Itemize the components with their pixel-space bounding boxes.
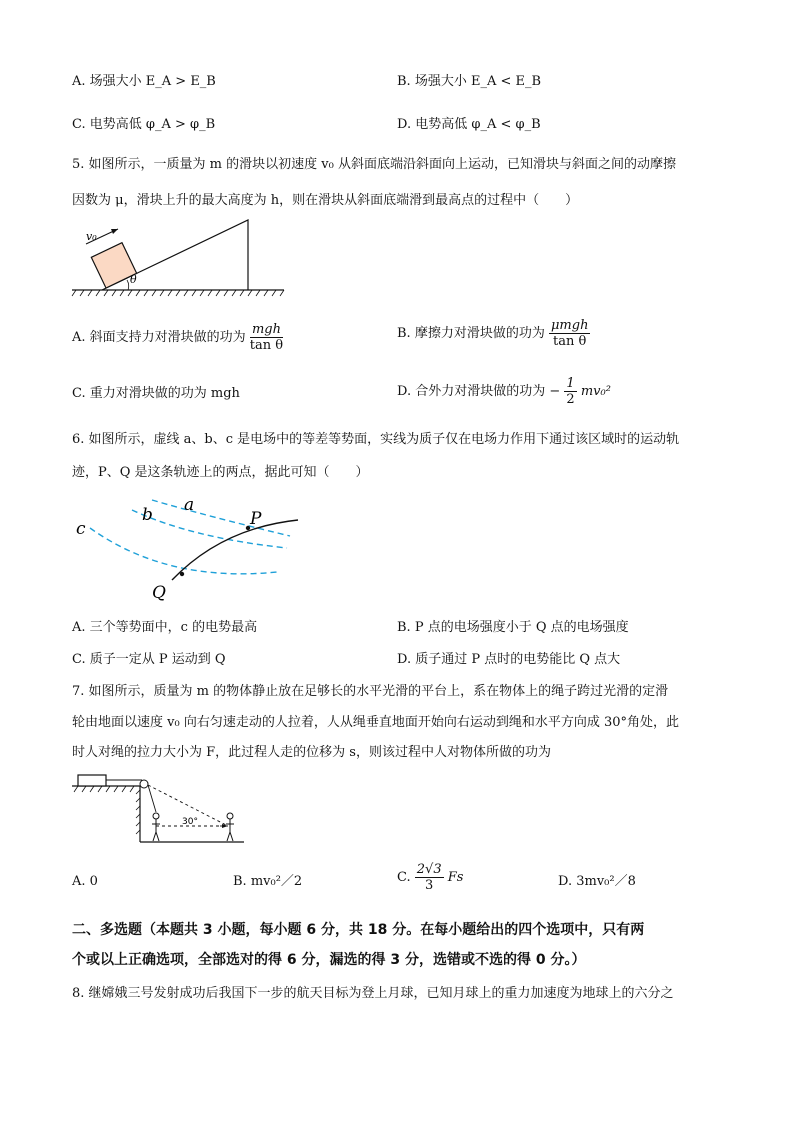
q7-option-c bbox=[397, 862, 463, 893]
label-a: a bbox=[184, 495, 195, 515]
section2-heading-line1: 二、多选题（本题共 3 小题，每小题 6 分，共 18 分。在每小题给出的四个选项中，只有两 bbox=[72, 922, 645, 938]
fraction-numerator: 2√3 bbox=[416, 862, 442, 877]
person-right bbox=[226, 813, 234, 841]
q6-stem-line2: 迹，P、Q 是这条轨迹上的两点，据此可知（ ） bbox=[72, 465, 369, 480]
person-left bbox=[152, 813, 160, 841]
equipotential-a bbox=[152, 500, 290, 536]
q7-stem-line1: 7. 如图所示，质量为 m 的物体静止放在足够长的水平光滑的平台上，系在物体上的绳子跨过光滑的定滑 bbox=[72, 684, 669, 699]
q5-option-b bbox=[397, 318, 590, 349]
q5-incline-figure bbox=[72, 218, 292, 300]
label-q: Q bbox=[152, 583, 166, 603]
label-p: P bbox=[250, 509, 262, 529]
q4-option-c: C. 电势高低 φ_A > φ_B bbox=[72, 117, 216, 132]
q5-option-d-suffix: mv₀² bbox=[580, 384, 611, 399]
fraction-numerator: μmgh bbox=[550, 318, 589, 333]
q4-option-a: A. 场强大小 E_A > E_B bbox=[72, 74, 216, 89]
fraction-denominator: tan θ bbox=[553, 334, 587, 349]
q7-option-d: D. 3mv₀²／8 bbox=[558, 874, 636, 889]
q7-option-b: B. mv₀²／2 bbox=[233, 874, 303, 889]
q4-option-d: D. 电势高低 φ_A < φ_B bbox=[397, 117, 541, 132]
q5-option-b-fraction bbox=[549, 318, 590, 349]
q5-option-a-text: A. 斜面支持力对滑块做的功为 bbox=[72, 330, 246, 345]
q6-option-a: A. 三个等势面中，c 的电势最高 bbox=[72, 620, 258, 635]
q5-stem-line2: 因数为 μ，滑块上升的最大高度为 h，则在滑块从斜面底端滑到最高点的过程中（ ） bbox=[72, 193, 579, 208]
q5-fig-theta-label: θ bbox=[130, 273, 137, 286]
pulley bbox=[140, 780, 148, 788]
q6-option-c: C. 质子一定从 P 运动到 Q bbox=[72, 652, 226, 667]
label-b: b bbox=[142, 505, 153, 525]
q6-option-b: B. P 点的电场强度小于 Q 点的电场强度 bbox=[397, 620, 629, 635]
q7-option-a: A. 0 bbox=[72, 874, 98, 889]
q5-fig-v0-label: v₀ bbox=[86, 230, 97, 243]
q7-option-c-text: C. bbox=[397, 870, 411, 885]
q5-option-d-text: D. 合外力对滑块做的功为 − bbox=[397, 384, 561, 399]
point-q bbox=[180, 572, 184, 576]
equipotential-c bbox=[90, 528, 277, 574]
q7-option-c-fraction bbox=[415, 862, 444, 893]
q7-pulley-figure bbox=[72, 770, 252, 846]
q5-option-d bbox=[397, 376, 611, 407]
q5-option-a bbox=[72, 322, 283, 353]
fraction-denominator: 2 bbox=[566, 392, 575, 407]
fraction-denominator: tan θ bbox=[249, 338, 284, 353]
label-c: c bbox=[76, 519, 86, 539]
section2-heading-line2: 个或以上正确选项，全部选对的得 6 分，漏选的得 3 分，选错或不选的得 0 分。） bbox=[72, 952, 586, 968]
q8-stem-line1: 8. 继嫦娥三号发射成功后我国下一步的航天目标为登上月球，已知月球上的重力加速度为地球上的六分之 bbox=[72, 986, 674, 1001]
trajectory-line bbox=[172, 520, 298, 580]
fraction-denominator: 3 bbox=[425, 878, 434, 893]
q4-option-b: B. 场强大小 E_A < E_B bbox=[397, 74, 542, 89]
q5-option-b-text: B. 摩擦力对滑块做的功为 bbox=[397, 326, 545, 341]
q6-stem-line1: 6. 如图所示，虚线 a、b、c 是电场中的等差等势面，实线为质子仅在电场力作用下通过该区域时的运动轨 bbox=[72, 432, 680, 447]
q7-stem-line2: 轮由地面以速度 v₀ 向右匀速走动的人拉着，人从绳垂直地面开始向右运动到绳和水平方向成 30°角处，此 bbox=[72, 715, 679, 730]
fraction-numerator: mgh bbox=[250, 322, 283, 338]
q5-option-d-fraction bbox=[564, 376, 576, 407]
q5-option-c: C. 重力对滑块做的功为 mgh bbox=[72, 386, 240, 401]
q5-stem-line1: 5. 如图所示，一质量为 m 的滑块以初速度 v₀ 从斜面底端沿斜面向上运动，已知滑块与斜面之间的动摩擦 bbox=[72, 157, 676, 172]
fraction-numerator: 1 bbox=[566, 376, 575, 391]
q6-equipotential-figure bbox=[72, 488, 302, 604]
q6-option-d: D. 质子通过 P 点时的电势能比 Q 点大 bbox=[397, 652, 621, 667]
angle-label: 30° bbox=[182, 817, 198, 827]
q5-option-a-fraction bbox=[250, 322, 283, 353]
q7-stem-line3: 时人对绳的拉力大小为 F，此过程人走的位移为 s，则该过程中人对物体所做的功为 bbox=[72, 745, 551, 760]
q7-option-c-suffix: Fs bbox=[447, 870, 464, 885]
block-m bbox=[78, 775, 106, 786]
